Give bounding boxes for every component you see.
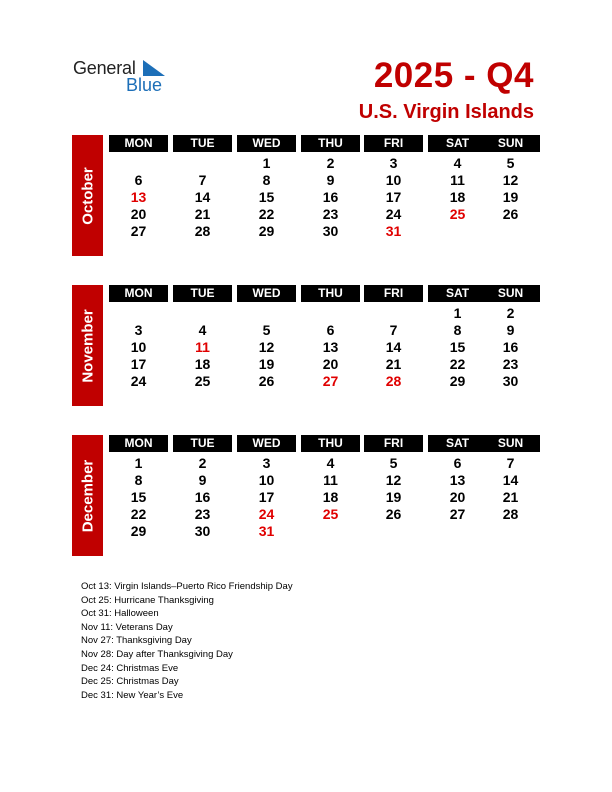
calendar-date: 12 — [258, 339, 275, 355]
calendar-date: 12 — [385, 472, 402, 488]
holiday-date: 25 — [322, 506, 339, 522]
weekday-header: TUE — [173, 135, 232, 152]
calendar-date: 7 — [198, 172, 207, 188]
holiday-note: Dec 24: Christmas Eve — [81, 662, 179, 674]
calendar-date: 9 — [326, 172, 335, 188]
calendar-date: 3 — [262, 455, 271, 471]
calendar-date: 25 — [194, 373, 211, 389]
calendar-date: 22 — [449, 356, 466, 372]
calendar-date: 14 — [194, 189, 211, 205]
holiday-note: Dec 25: Christmas Day — [81, 676, 179, 688]
logo-triangle-icon — [143, 60, 165, 76]
weekday-header: SUN — [481, 285, 540, 302]
calendar-date: 20 — [322, 356, 339, 372]
calendar-date: 17 — [130, 356, 147, 372]
calendar-date: 19 — [385, 489, 402, 505]
month-name: October — [79, 166, 96, 225]
holiday-date: 25 — [449, 206, 466, 222]
weekday-header: TUE — [173, 285, 232, 302]
month-label-bar — [72, 285, 103, 406]
calendar-date: 18 — [322, 489, 339, 505]
weekday-header: MON — [109, 135, 168, 152]
calendar-date: 16 — [194, 489, 211, 505]
calendar-date: 1 — [453, 305, 462, 321]
weekday-header: FRI — [364, 135, 423, 152]
calendar-date: 28 — [502, 506, 519, 522]
calendar-date: 20 — [130, 206, 147, 222]
calendar-date: 3 — [134, 322, 143, 338]
month-block-november — [72, 285, 540, 406]
calendar-date: 27 — [130, 223, 147, 239]
month-block-october — [72, 135, 540, 256]
weekday-header: SAT — [428, 285, 487, 302]
calendar-date: 26 — [258, 373, 275, 389]
logo-blue-text: Blue — [126, 75, 163, 95]
calendar-date: 15 — [130, 489, 147, 505]
calendar-date: 30 — [194, 523, 211, 539]
calendar-date: 4 — [453, 155, 462, 171]
weekday-header: WED — [237, 435, 296, 452]
calendar-date: 26 — [502, 206, 519, 222]
calendar-date: 16 — [322, 189, 339, 205]
page-title: 2025 - Q4 — [373, 56, 534, 95]
calendar-date: 21 — [194, 206, 211, 222]
calendar-date: 18 — [449, 189, 466, 205]
calendar-date: 4 — [198, 322, 207, 338]
calendar-date: 30 — [322, 223, 339, 239]
calendar-date: 26 — [385, 506, 402, 522]
calendar-date: 8 — [134, 472, 143, 488]
generalblue-logo — [73, 58, 173, 98]
calendar-date: 8 — [262, 172, 271, 188]
holiday-note: Oct 31: Halloween — [81, 608, 159, 620]
calendar-date: 6 — [134, 172, 143, 188]
calendar-date: 23 — [502, 356, 519, 372]
holiday-date: 11 — [195, 339, 210, 355]
weekday-header-row — [109, 285, 540, 302]
calendar-date: 13 — [449, 472, 466, 488]
calendar-date: 23 — [194, 506, 211, 522]
calendar-date: 1 — [262, 155, 271, 171]
holiday-date: 27 — [322, 373, 339, 389]
calendar-date: 15 — [449, 339, 466, 355]
holiday-note: Nov 28: Day after Thanksgiving Day — [81, 648, 233, 660]
weekday-header: MON — [109, 435, 168, 452]
calendar-date: 24 — [385, 206, 402, 222]
holiday-list — [81, 580, 293, 702]
calendar-date: 4 — [326, 455, 335, 471]
calendar-date: 15 — [258, 189, 275, 205]
holiday-date: 24 — [258, 506, 275, 522]
calendar-date: 28 — [194, 223, 211, 239]
logo-general-text: General — [73, 58, 136, 78]
weekday-header: TUE — [173, 435, 232, 452]
calendar-date: 5 — [506, 155, 515, 171]
calendar-date: 29 — [130, 523, 147, 539]
calendar-date: 22 — [258, 206, 275, 222]
holiday-date: 28 — [385, 373, 402, 389]
calendar-date: 11 — [323, 472, 338, 488]
calendar-date: 19 — [502, 189, 519, 205]
month-name: November — [79, 308, 96, 383]
calendar-date: 21 — [502, 489, 519, 505]
calendar-date: 9 — [198, 472, 207, 488]
calendar-date: 7 — [389, 322, 398, 338]
calendar-date: 16 — [502, 339, 519, 355]
calendar-date: 14 — [385, 339, 402, 355]
calendar-date: 23 — [322, 206, 339, 222]
weekday-header-row — [109, 135, 540, 152]
holiday-note: Oct 13: Virgin Islands–Puerto Rico Friendship Day — [81, 581, 293, 592]
calendar-date: 29 — [258, 223, 275, 239]
calendar-date: 12 — [502, 172, 519, 188]
calendar-date: 5 — [389, 455, 398, 471]
holiday-note: Oct 25: Hurricane Thanksgiving — [81, 594, 214, 606]
calendar-date: 5 — [262, 322, 271, 338]
weekday-header: THU — [301, 285, 360, 302]
calendar-date: 1 — [134, 455, 143, 471]
calendar-date: 8 — [453, 322, 462, 338]
page-subtitle: U.S. Virgin Islands — [358, 101, 534, 123]
calendar-date: 17 — [385, 189, 402, 205]
holiday-date: 31 — [385, 223, 402, 239]
calendar-date: 22 — [130, 506, 147, 522]
calendar-date: 19 — [258, 356, 275, 372]
calendar-date: 13 — [322, 339, 339, 355]
holiday-note: Dec 31: New Year’s Eve — [81, 689, 184, 701]
month-label-bar — [72, 135, 103, 256]
weekday-header: WED — [237, 135, 296, 152]
calendar-date: 18 — [194, 356, 211, 372]
weekday-header: SUN — [481, 135, 540, 152]
calendar-date: 20 — [449, 489, 466, 505]
calendar-date: 2 — [198, 455, 207, 471]
weekday-header: FRI — [364, 435, 423, 452]
weekday-header: THU — [301, 435, 360, 452]
calendar-date: 10 — [385, 172, 402, 188]
calendar-date: 17 — [258, 489, 275, 505]
calendar-date: 27 — [449, 506, 466, 522]
calendar-date: 10 — [130, 339, 147, 355]
weekday-header: THU — [301, 135, 360, 152]
weekday-header: FRI — [364, 285, 423, 302]
calendar-date: 10 — [258, 472, 275, 488]
weekday-header: SUN — [481, 435, 540, 452]
calendar-date: 6 — [326, 322, 335, 338]
weekday-header: WED — [237, 285, 296, 302]
weekday-header: SAT — [428, 135, 487, 152]
weekday-header-row — [109, 435, 540, 452]
calendar-date: 21 — [385, 356, 402, 372]
calendar-date: 2 — [506, 305, 515, 321]
calendar-date: 24 — [130, 373, 147, 389]
holiday-date: 13 — [130, 189, 147, 205]
calendar-date: 3 — [389, 155, 398, 171]
holiday-note: Nov 11: Veterans Day — [81, 621, 173, 633]
calendar-date: 30 — [502, 373, 519, 389]
calendar-date: 6 — [453, 455, 462, 471]
month-name: December — [79, 459, 96, 532]
calendar-date: 9 — [506, 322, 515, 338]
calendar-date: 29 — [449, 373, 466, 389]
weekday-header: MON — [109, 285, 168, 302]
month-label-bar — [72, 435, 103, 556]
calendar-date: 14 — [502, 472, 519, 488]
calendar-date: 11 — [450, 172, 465, 188]
month-block-december — [72, 435, 540, 556]
weekday-header: SAT — [428, 435, 487, 452]
holiday-date: 31 — [258, 523, 275, 539]
calendar-date: 7 — [506, 455, 515, 471]
calendar-date: 2 — [326, 155, 335, 171]
holiday-note: Nov 27: Thanksgiving Day — [81, 635, 192, 647]
